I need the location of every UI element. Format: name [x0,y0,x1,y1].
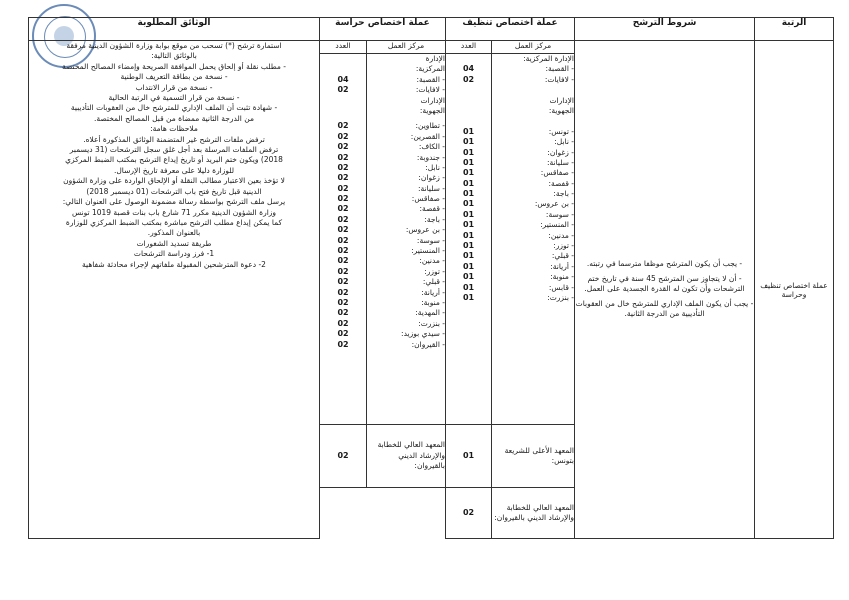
count-value: 01 [462,137,475,147]
count-value: 02 [337,266,349,276]
workplace-label: - المنستير: [411,246,446,256]
count-value: 02 [337,142,349,152]
count-value: 04 [462,64,475,74]
document-line: - مطلب نقلة أو إلحاق يحمل الموافقة الصريحة وإمضاء المصالح المختصة [62,61,286,71]
workplace-label: - جندوبة: [416,152,446,162]
rank-cell: عملة اختصاص تنظيف وحراسة [755,41,834,539]
documents-cell [29,41,320,539]
count-value: 02 [337,287,349,297]
count-value: 01 [462,209,475,219]
count-value: 01 [462,178,475,188]
count-value: 01 [462,147,475,157]
count-value: 01 [462,292,475,302]
count-value: 02 [337,121,349,131]
cleaning-institute-2: المعهد العالي للخطابة والإرشاد الديني بالقيروان: [492,488,575,539]
count-value: 01 [462,261,475,271]
condition-item: - أن لا يتجاوز سن المترشح 45 سنة في تاريخ ختم الترشحات وأن تكون له القدرة الجسدية على العمل. [584,273,745,294]
workplace-label: - المهدية: [415,308,446,318]
count-value: 02 [337,85,349,95]
workplace-label: - تطاوين: [415,121,446,131]
workplace-label: - بن عروس: [534,199,575,209]
count-value: 01 [462,199,475,209]
guarding-institute: المعهد العالي للخطابة والإرشاد الديني بالقيروان: [367,425,446,488]
count-value: 02 [462,74,475,84]
count-value: 01 [462,126,475,136]
count-value: 02 [337,131,349,141]
count-value: 02 [337,235,349,245]
document-line: استمارة ترشح (*) تسحب من موقع بوابة وزارة الشؤون الدينية مرفقة [66,41,282,50]
condition-item: - يجب أن يكون المترشح موظفا مترسما في رتبته. [586,259,743,269]
section-label: الجهوية: [419,105,446,115]
workplace-label: - القصبة: [416,74,446,84]
document-line: - نسخة من قرار الانتداب [135,82,213,92]
workplace-label: - منوبة: [550,272,575,282]
workplace-label: - باجة: [424,214,446,224]
count-value: 02 [337,329,349,339]
header-rank: الرتبة [755,18,834,41]
count-value: 04 [337,74,349,84]
count-value: 02 [337,204,349,214]
document-line: ملاحظات هامة: [150,124,198,134]
subheader-workplace: مركز العمل [492,41,575,54]
empty-cell [320,488,367,539]
header-conditions: شروط الترشح [575,18,755,41]
count-value: 02 [337,308,349,318]
document-line: - شهادة تثبت أن الملف الإداري للمترشح خال من العقوبات التأديبية [70,103,278,113]
header-documents: الوثائق المطلوبة [29,18,320,41]
document-line: كما يمكن إيداع مطلب الترشح مباشرة بمكتب الضبط المركزي للوزارة [65,217,283,227]
count-value: 02 [337,152,349,162]
document-line: من الدرجة الثانية ممضاة من قبل المصالح المختصة. [94,113,254,123]
section-label: الجهوية: [548,105,575,115]
condition-item: - يجب أن يكون الملف الإداري للمترشح خال من العقوبات التأديبية من الدرجة الثانية. [575,298,754,319]
count-value: 02 [337,214,349,224]
workplace-label: - بنزرت: [418,318,446,328]
document-line: 2018) ويكون ختم البريد أو تاريخ إيداع الترشح بمكتب الضبط المركزي [65,155,283,165]
recruitment-table [28,17,834,539]
count-value: 02 [337,339,349,349]
workplace-label: - نابل: [554,137,575,147]
workplace-label: - قابس: [548,282,575,292]
workplace-label: - القصبة: [545,64,575,74]
workplace-label: - القصرين: [410,131,446,141]
workplace-label: - الكاف: [418,142,446,152]
workplace-label: - سليانة: [417,183,446,193]
workplace-label: - صفاقس: [411,194,446,204]
count-value: 01 [462,282,475,292]
workplace-label: الإدارة المركزية: [523,54,575,63]
section-label: الإدارات [549,95,575,105]
workplace-label: - المنستير: [540,220,575,230]
document-line: للوزارة دليلا على معرفة تاريخ الإرسال. [113,165,235,175]
workplace-label: - مدنين: [548,230,575,240]
count-value: 02 [337,173,349,183]
document-line: ترفض الملفات المرسلة بعد أجل غلق سجل الترشحات (31 ديسمبر [69,145,279,155]
subheader-count: العدد [446,41,492,54]
workplace-label: - سوسة: [545,209,575,219]
workplace-label: - قفصة: [419,204,446,214]
conditions-cell [575,41,755,539]
empty-cell [367,488,446,539]
guarding-institute-count: 02 [320,425,367,488]
cleaning-counts [446,54,492,425]
workplace-label: - زغوان: [418,173,446,183]
workplace-label: - لافايات: [544,74,575,84]
guarding-counts [320,54,367,425]
workplace-label: - باجة: [553,189,575,199]
workplace-label: - سوسة: [416,235,446,245]
header-cleaning: عملة اختصاص تنظيف [446,18,575,41]
workplace-label: - قبلي: [551,251,575,261]
workplace-label: - بن عروس: [405,225,446,235]
workplace-label: - سليانة: [546,157,575,167]
count-value: 02 [337,246,349,256]
document-line: الدينية قبل تاريخ فتح باب الترشحات (01 ديسمبر 2018) [86,186,262,196]
cleaning-institute-1: المعهد الأعلى للشريعة بتونس: [492,425,575,488]
count-value: 02 [337,194,349,204]
count-value: 01 [462,168,475,178]
guarding-workplaces [367,54,446,425]
count-value: 02 [337,162,349,172]
document-line: 2- دعوة المترشحين المقبولة ملفاتهم لإجراء محادثة شفاهية [82,259,266,269]
count-value: 01 [462,157,475,167]
workplace-label: - توزر: [553,241,575,251]
workplace-label: - منوبة: [421,297,446,307]
count-value: 02 [337,183,349,193]
count-value: 01 [462,220,475,230]
document-line: 1- فرز ودراسة الترشحات [133,249,215,259]
workplace-label: - أريانة: [550,261,575,271]
workplace-label: - القيروان: [411,339,446,349]
count-value: 01 [462,241,475,251]
workplace-label: - قبلي: [422,277,446,287]
document-line: ترفض ملفات الترشح غير المتضمنة الوثائق المذكورة أعلاه. [83,134,265,144]
workplace-label: - قفصة: [548,178,575,188]
count-value: 02 [337,277,349,287]
workplace-label: - تونس: [548,126,575,136]
count-value: 02 [337,225,349,235]
document-line: بالوثائق التالية: [151,51,197,61]
count-value: 02 [337,256,349,266]
workplace-label: - نابل: [425,162,446,172]
document-line: - نسخة من بطاقة التعريف الوطنية [120,72,228,82]
document-line: يرسل ملف الترشح بواسطة رسالة مضمونة الوصول على العنوان التالي: [62,197,286,207]
cleaning-workplaces [492,54,575,425]
document-line: لا تؤخذ بعين الاعتبار مطالب النقلة أو الإلحاق الواردة على وزارة الشؤون [63,176,285,186]
subheader-row [29,41,834,54]
header-guarding: عملة اختصاص حراسة [320,18,446,41]
count-value: 01 [462,189,475,199]
document-line: طريقة تسديد الشغورات [136,238,212,248]
workplace-label: - لافايات: [415,85,446,95]
workplace-label: - سيدي بوزيد: [401,329,446,339]
workplace-label: - زغوان: [547,147,575,157]
workplace-label: - أريانة: [421,287,446,297]
document-line: وزارة الشؤون الدينية مكرر 71 شارع باب بنات قصبة 1019 تونس [71,207,277,217]
count-value: 01 [462,230,475,240]
document-line: - نسخة من قرار التسمية في الرتبة الحالية [108,93,240,103]
document-line: بالعنوان المذكور. [147,228,201,238]
cleaning-institute-2-count: 02 [446,488,492,539]
subheader-count: العدد [320,41,367,54]
header-row [29,18,834,41]
cleaning-institute-1-count: 01 [446,425,492,488]
workplace-label: - بنزرت: [547,292,575,302]
workplace-label: - مدنين: [419,256,446,266]
workplace-label: الإدارة [425,54,446,63]
workplace-label: - توزر: [424,266,446,276]
section-label: الإدارات [420,95,446,105]
count-value: 01 [462,251,475,261]
workplace-label: المركزية: [415,64,446,74]
count-value: 01 [462,272,475,282]
count-value: 02 [337,318,349,328]
subheader-workplace: مركز العمل [367,41,446,54]
count-value: 02 [337,297,349,307]
workplace-label: - صفاقس: [540,168,575,178]
